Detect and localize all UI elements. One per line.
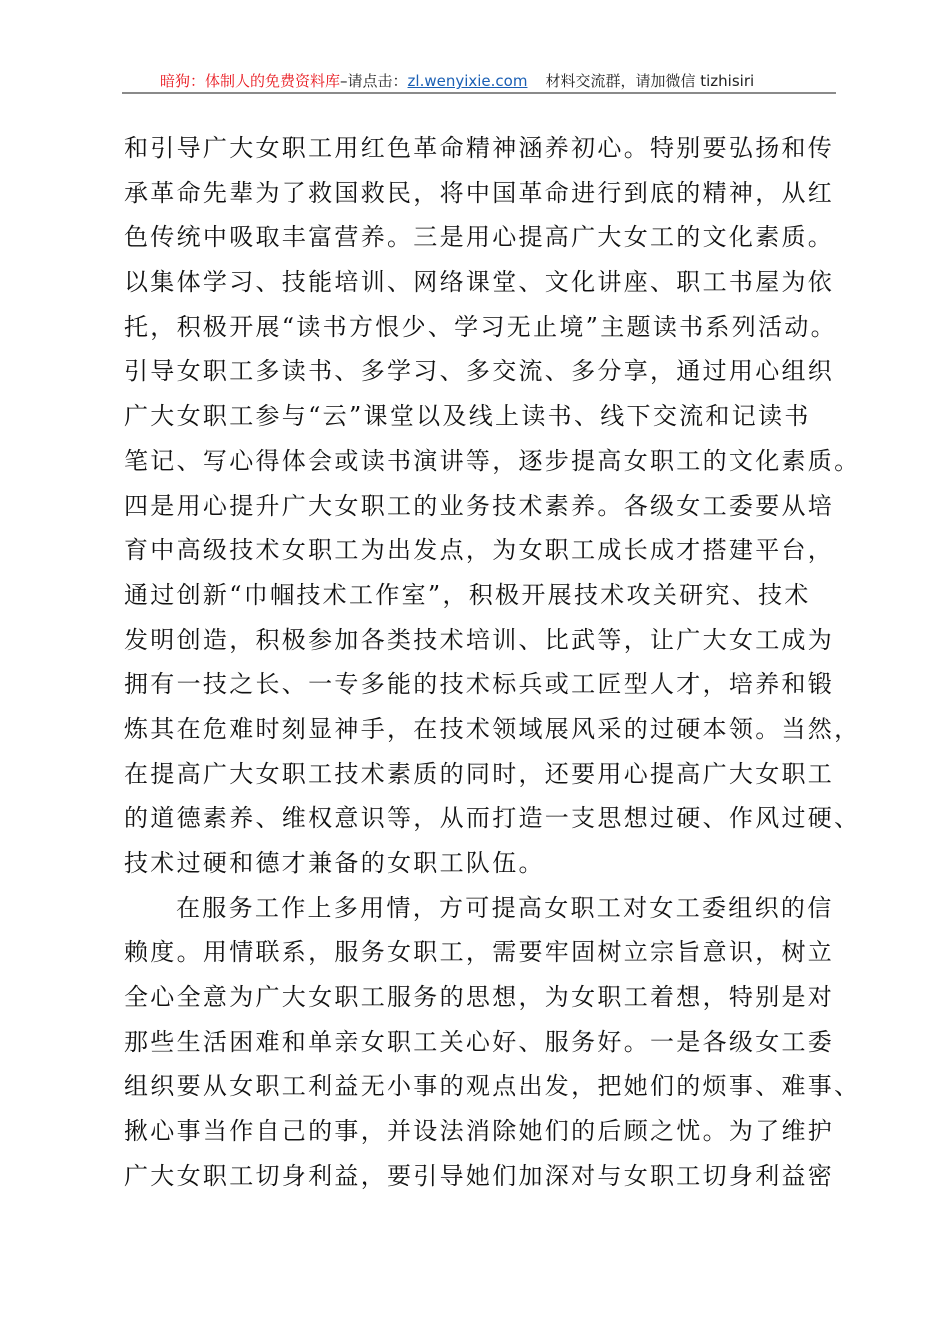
text-line: 那些生活困难和单亲女职工关心好、服务好。一是各级女工委: [124, 1027, 835, 1056]
text-line: 笔记、写心得体会或读书演讲等，逐步提高女职工的文化素质。: [124, 446, 861, 475]
text-line: 赖度。用情联系，服务女职工，需要牢固树立宗旨意识，树立: [124, 938, 835, 967]
promo-text: 暗狗：体制人的免费资料库: [160, 72, 341, 90]
text-line: 通过创新“巾帼技术工作室”，积极开展技术攻关研究、技术: [124, 580, 811, 609]
text-line: 拥有一技之长、一专多能的技术标兵或工匠型人才，培养和锻: [124, 670, 835, 699]
text-line: 在提高广大女职工技术素质的同时，还要用心提高广大女职工: [124, 759, 835, 788]
text-line: 四是用心提升广大女职工的业务技术素养。各级女工委要从培: [124, 491, 835, 520]
text-line: 广大女职工参与“云”课堂以及线上读书、线下交流和记读书: [124, 402, 811, 431]
contact-text: 材料交流群，请加微信 tizhisiri: [545, 72, 755, 90]
text-line: 全心全意为广大女职工服务的思想，为女职工着想，特别是对: [124, 983, 835, 1012]
page-header: [122, 70, 836, 94]
text-line: 揪心事当作自己的事，并设法消除她们的后顾之忧。为了维护: [124, 1117, 835, 1146]
text-line: 的道德素养、维权意识等，从而打造一支思想过硬、作风过硬、: [124, 804, 861, 833]
text-line: 色传统中吸取丰富营养。三是用心提高广大女工的文化素质。: [124, 223, 835, 252]
text-line: 承革命先辈为了救国救民，将中国革命进行到底的精神，从红: [124, 178, 835, 207]
text-line: 引导女职工多读书、多学习、多交流、多分享，通过用心组织: [124, 357, 835, 386]
text-line: 托，积极开展“读书方恨少、学习无止境”主题读书系列活动。: [124, 312, 837, 341]
text-line: 技术过硬和德才兼备的女职工队伍。: [124, 849, 545, 877]
text-line: 在服务工作上多用情，方可提高女职工对女工委组织的信: [176, 893, 834, 922]
click-prompt: –请点击：: [340, 72, 408, 90]
text-line: 发明创造，积极参加各类技术培训、比武等，让广大女工成为: [124, 625, 835, 654]
document-body: [124, 130, 861, 1203]
text-line: 炼其在危难时刻显神手，在技术领域展风采的过硬本领。当然，: [124, 714, 861, 743]
text-line: 组织要从女职工利益无小事的观点出发，把她们的烦事、难事、: [124, 1072, 861, 1101]
text-line: 以集体学习、技能培训、网络课堂、文化讲座、职工书屋为依: [124, 268, 835, 297]
text-line: 广大女职工切身利益，要引导她们加深对与女职工切身利益密: [124, 1161, 835, 1190]
text-line: 育中高级技术女职工为出发点，为女职工成长成才搭建平台，: [124, 536, 835, 565]
text-line: 和引导广大女职工用红色革命精神涵养初心。特别要弘扬和传: [124, 134, 835, 162]
website-link[interactable]: zl.wenyixie.com: [407, 72, 528, 90]
